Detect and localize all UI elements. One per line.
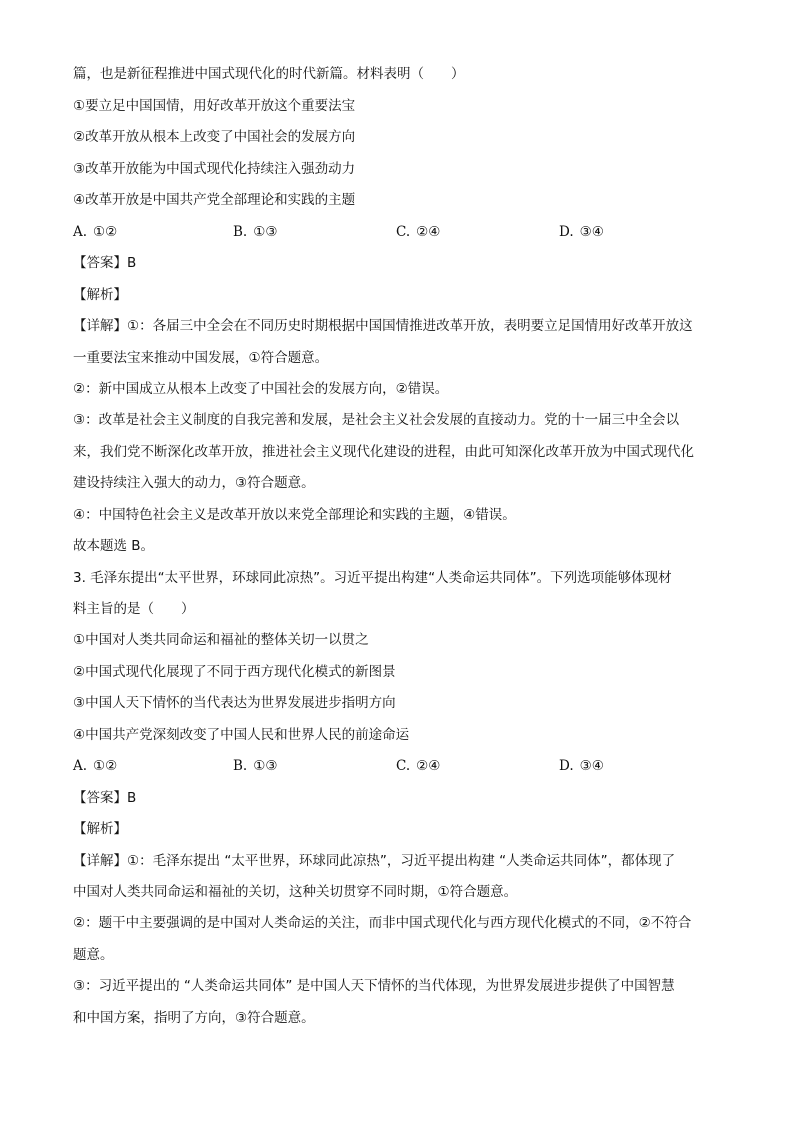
q2-detail-line-5: 来，我们党不断深化改革开放，推进社会主义现代化建设的进程，由此可知深化改革开放为中国式现代化 bbox=[73, 444, 694, 460]
q2-option-3: ③改革开放能为中国式现代化持续注入强劲动力 bbox=[73, 161, 356, 177]
q3-choice-c: C. ②④ bbox=[396, 758, 441, 774]
q2-choice-a: A. ①② bbox=[73, 224, 118, 240]
q2-detail-line-3: ②：新中国成立从根本上改变了中国社会的发展方向，②错误。 bbox=[73, 381, 449, 397]
q3-choice-d: D. ③④ bbox=[559, 758, 604, 774]
q2-choice-b: B. ①③ bbox=[233, 224, 278, 240]
q2-detail-line-1: 【详解】①：各届三中全会在不同历史时期根据中国国情推进改革开放，表明要立足国情用好改革开放这 bbox=[73, 318, 693, 334]
q3-stem-line-1: 3. 毛泽东提出“太平世界，环球同此凉热”。习近平提出构建“人类命运共同体”。下列选项能够体现材 bbox=[73, 570, 672, 586]
q3-detail-line-5: ③：习近平提出的 “人类命运共同体” 是中国人天下情怀的当代体现，为世界发展进步提供了中国智慧 bbox=[73, 978, 675, 994]
q3-stem-line-2: 料主旨的是（ ） bbox=[73, 601, 195, 617]
q3-detail-line-6: 和中国方案，指明了方向，③符合题意。 bbox=[73, 1010, 315, 1026]
q3-analysis-heading: 【解析】 bbox=[73, 821, 127, 837]
q2-detail-line-6: 建设持续注入强大的动力，③符合题意。 bbox=[73, 475, 315, 491]
q2-answer: 【答案】B bbox=[73, 255, 137, 271]
q2-option-1: ①要立足中国国情，用好改革开放这个重要法宝 bbox=[73, 98, 356, 114]
q3-choices bbox=[73, 757, 733, 775]
q2-detail-line-8: 故本题选 B。 bbox=[73, 538, 155, 554]
q3-choice-b: B. ①③ bbox=[233, 758, 278, 774]
q3-option-4: ④中国共产党深刻改变了中国人民和世界人民的前途命运 bbox=[73, 727, 410, 743]
q3-detail-line-1: 【详解】①：毛泽东提出 “太平世界，环球同此凉热”，习近平提出构建 “人类命运共同体”，都体现了 bbox=[73, 853, 676, 869]
q3-option-3: ③中国人天下情怀的当代表达为世界发展进步指明方向 bbox=[73, 695, 396, 711]
q2-stem-continuation: 篇，也是新征程推进中国式现代化的时代新篇。材料表明（ ） bbox=[73, 66, 465, 82]
q2-choice-d: D. ③④ bbox=[559, 224, 604, 240]
q2-analysis-heading: 【解析】 bbox=[73, 287, 127, 303]
q3-detail-line-4: 题意。 bbox=[73, 947, 114, 963]
q2-detail-line-2: 一重要法宝来推动中国发展，①符合题意。 bbox=[73, 350, 329, 366]
q2-detail-line-7: ④：中国特色社会主义是改革开放以来党全部理论和实践的主题，④错误。 bbox=[73, 507, 516, 523]
q3-detail-line-3: ②：题干中主要强调的是中国对人类命运的关注，而非中国式现代化与西方现代化模式的不同，②不符合 bbox=[73, 915, 692, 931]
q2-choices bbox=[73, 223, 733, 241]
q2-option-4: ④改革开放是中国共产党全部理论和实践的主题 bbox=[73, 192, 356, 208]
q3-choice-a: A. ①② bbox=[73, 758, 118, 774]
q3-option-1: ①中国对人类共同命运和福祉的整体关切一以贯之 bbox=[73, 632, 369, 648]
q2-option-2: ②改革开放从根本上改变了中国社会的发展方向 bbox=[73, 129, 356, 145]
q3-option-2: ②中国式现代化展现了不同于西方现代化模式的新图景 bbox=[73, 664, 396, 680]
q3-detail-line-2: 中国对人类共同命运和福祉的关切，这种关切贯穿不同时期，①符合题意。 bbox=[73, 884, 518, 900]
q2-choice-c: C. ②④ bbox=[396, 224, 441, 240]
q2-detail-line-4: ③：改革是社会主义制度的自我完善和发展，是社会主义社会发展的直接动力。党的十一届三中全会以 bbox=[73, 412, 680, 428]
q3-answer: 【答案】B bbox=[73, 790, 137, 806]
